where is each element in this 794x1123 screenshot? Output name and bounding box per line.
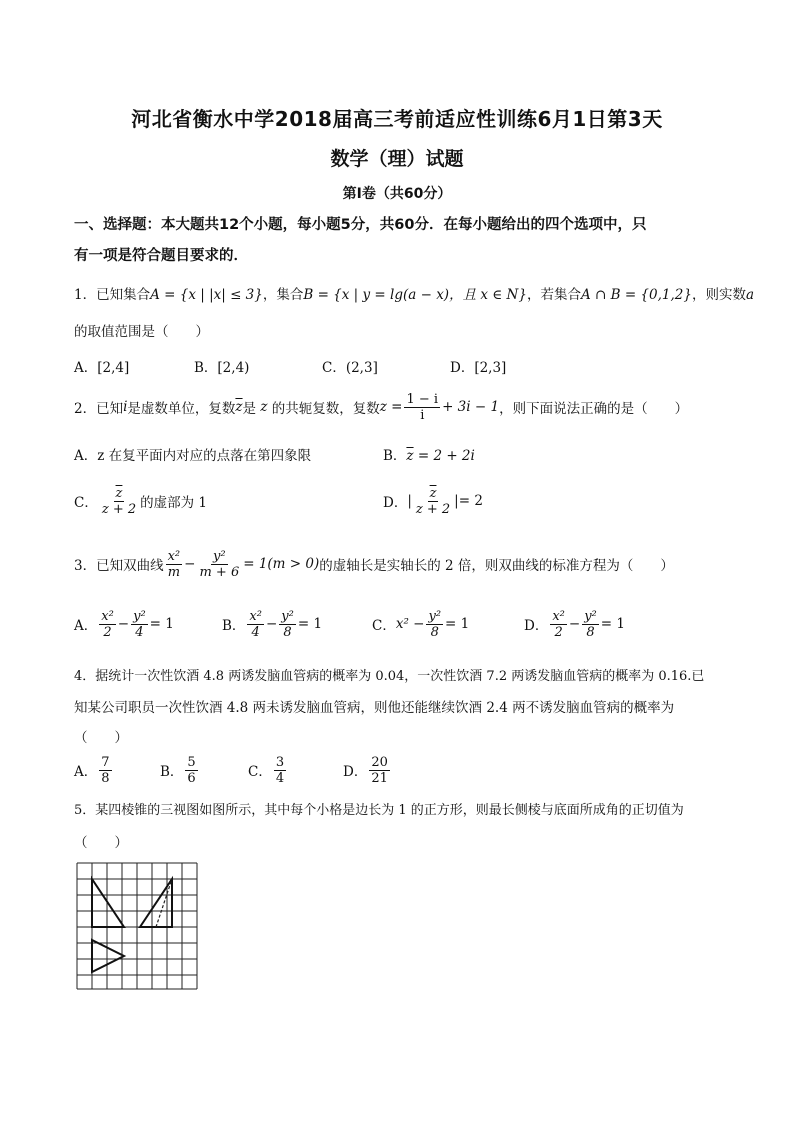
- question-5-line1: 5．某四棱锥的三视图如图所示，其中每个小格是边长为 1 的正方形，则最长侧棱与底面所成角的正切值为: [74, 803, 684, 818]
- q3-optb-d1: 4: [251, 624, 260, 640]
- question-4-line3: （ ）: [74, 730, 128, 746]
- q2-optc-fraction: [100, 486, 138, 517]
- q2-frac-num: 1 − i: [406, 391, 439, 407]
- section-instruction-line2: 有一项是符合题目要求的．: [74, 248, 248, 264]
- q3-optd-n1: x²: [552, 608, 565, 624]
- q3-frac1-den: m: [167, 564, 181, 580]
- q2-optd-num: $\overline{z}$: [429, 485, 437, 501]
- q2-optd-fraction: [414, 486, 452, 517]
- q4-opta-frac: [99, 755, 111, 786]
- q3-eq: = 1(m > 0): [243, 556, 320, 572]
- q2-optc-den: z + 2: [101, 501, 137, 517]
- q3-optd-frac2: [582, 609, 599, 640]
- q2-optb-rest: = 2 + 2i: [413, 448, 475, 464]
- q3-option-d[interactable]: D． $\frac{\text{x²}}{2}$ − $\frac{\text{y²}}{8}$ = 1: [524, 608, 625, 640]
- question-1-stem: [74, 283, 754, 303]
- q2-text-3: 是: [242, 401, 257, 417]
- q2-fraction: [404, 392, 440, 423]
- q4-optd-label: D．: [343, 764, 368, 780]
- q2-i: i: [123, 399, 128, 415]
- q3-optb-frac2: [279, 609, 296, 640]
- q2-optd-den: z + 2: [415, 501, 451, 517]
- q4-option-b[interactable]: [160, 750, 200, 790]
- q3-opta-rest: = 1: [149, 616, 174, 632]
- q2-optd-label: D．: [383, 495, 408, 511]
- q3-optc-frac: [426, 609, 443, 640]
- q3-optd-n2: y²: [584, 608, 597, 624]
- q3-option-a[interactable]: A． $\frac{\text{x²}}{2}$ − $\frac{\text{y²}}{4}$ = 1: [74, 608, 174, 640]
- q4-optc-frac: [274, 755, 286, 786]
- q3-minus: −: [184, 556, 196, 572]
- side-view-hidden-edge: [156, 879, 172, 927]
- q1-option-d[interactable]: D．[2,3]: [450, 360, 507, 376]
- q4-opta-label: A．: [74, 764, 98, 780]
- volume-heading: 第Ⅰ卷（共60分）: [342, 186, 452, 202]
- q2-optd-rest: |= 2: [454, 493, 483, 509]
- q3-option-c[interactable]: [372, 604, 469, 644]
- q1-text-4: ，则实数: [691, 287, 746, 303]
- q1-set-b: B = {x | y = lg(a − x)，且 x ∈ N}: [303, 287, 527, 303]
- q4-opta-num: 7: [101, 754, 110, 770]
- question-4-line1: 4．据统计一次性饮酒 4.8 两诱发脑血管病的概率为 0.04，一次性饮酒 7.2 两诱发脑血管病的概率为 0.16.已: [74, 669, 705, 684]
- q2-text-5: ，则下面说法正确的是（ ）: [499, 401, 689, 417]
- q2-optc-rest: 的虚部为 1: [140, 495, 208, 511]
- q2-zbar: $\overline{z}$: [235, 399, 243, 415]
- q2-optc-num: $\overline{z}$: [115, 485, 123, 501]
- q3-text-1: 3．已知双曲线: [74, 558, 164, 574]
- q1-option-c[interactable]: C．(2,3]: [322, 360, 378, 376]
- q4-option-c[interactable]: [248, 750, 288, 790]
- q1-option-b[interactable]: B．[2,4): [194, 360, 250, 376]
- q2-optb-zbar: $\overline{z}$: [406, 448, 414, 464]
- q4-optb-label: B．: [160, 764, 184, 780]
- question-5-line2: （ ）: [74, 835, 128, 851]
- page-subtitle: 数学（理）试题: [330, 148, 464, 170]
- q3-optd-frac1: [550, 609, 567, 640]
- page-title: 河北省衡水中学2018届高三考前适应性训练6月1日第3天: [131, 107, 663, 131]
- q2-option-a[interactable]: A．z 在复平面内对应的点落在第四象限: [74, 448, 312, 464]
- q3-text-2: 的虚轴长是实轴长的 2 倍，则双曲线的标准方程为（ ）: [319, 558, 674, 574]
- q3-optb-label: B．: [222, 618, 246, 634]
- q2-optd-bar: |: [407, 493, 412, 509]
- question-1-line2: 的取值范围是（ ）: [74, 324, 209, 340]
- q3-frac2-num: y²: [213, 548, 226, 564]
- q3-frac-2: [197, 549, 241, 580]
- q1-option-a[interactable]: A．[2,4]: [74, 360, 130, 376]
- q3-optb-n1: x²: [249, 608, 262, 624]
- q3-opta-d2: 4: [135, 624, 144, 640]
- question-2-stem: [74, 390, 688, 424]
- q4-optb-den: 6: [187, 770, 196, 786]
- q2-text-2: 是虚数单位，复数: [127, 401, 236, 417]
- q2-eq: z =: [379, 399, 403, 415]
- q2-z: z: [260, 399, 268, 415]
- q2-text-1: 2．已知: [74, 401, 124, 417]
- q3-optb-frac1: [247, 609, 264, 640]
- q4-optb-num: 5: [187, 754, 196, 770]
- q2-option-c[interactable]: [74, 482, 207, 520]
- q3-optb-d2: 8: [283, 624, 292, 640]
- q4-optd-den: 21: [371, 770, 388, 786]
- q1-text-3: ，若集合: [526, 287, 581, 303]
- front-view-triangle: [92, 879, 124, 927]
- q4-optd-frac: [369, 755, 390, 786]
- q3-optd-label: D．: [524, 618, 549, 634]
- q1-var: a: [745, 287, 755, 303]
- top-view-triangle: [92, 940, 124, 972]
- q3-frac1-num: x²: [167, 548, 181, 564]
- q3-optb-rest: = 1: [297, 616, 323, 632]
- q2-option-d[interactable]: [383, 482, 483, 520]
- q4-opta-den: 8: [101, 770, 110, 786]
- q1-text-2: ，集合: [262, 287, 304, 303]
- q2-optc-label: C．: [74, 495, 98, 511]
- q1-intersection: A ∩ B = {0,1,2}: [580, 287, 692, 303]
- q3-opta-frac2: [131, 609, 148, 640]
- q1-set-a: A = {x | |x| ≤ 3}: [150, 287, 263, 303]
- q3-optd-d1: 2: [554, 624, 563, 640]
- q3-opta-d1: 2: [103, 624, 112, 640]
- q2-optb-label: B．: [383, 448, 407, 464]
- question-3-stem: [74, 544, 674, 584]
- q3-opta-n1: x²: [101, 608, 114, 624]
- q3-optc-d2: 8: [430, 624, 439, 640]
- q4-option-d[interactable]: [343, 750, 392, 790]
- q3-frac2-den: m + 6: [199, 564, 240, 580]
- q2-text-4: 的共轭复数，复数: [271, 401, 380, 417]
- q4-optc-den: 4: [275, 770, 285, 786]
- q3-optb-n2: y²: [281, 608, 294, 624]
- q3-optc-label: C．: [372, 618, 396, 634]
- q3-optc-n2: y²: [428, 608, 442, 624]
- section-instruction-line1: 一、选择题：本大题共12个小题，每小题5分，共60分．在每小题给出的四个选项中，只: [74, 217, 647, 233]
- q2-tail: + 3i − 1: [442, 399, 500, 415]
- q3-optc-pre: x² −: [395, 616, 425, 632]
- q4-optb-frac: [185, 755, 197, 786]
- q3-opta-label: A．: [74, 618, 98, 634]
- q3-frac-1: [166, 549, 183, 580]
- three-view-figure: [74, 860, 202, 992]
- q1-text-1: 1．已知集合: [74, 287, 151, 303]
- q4-option-a[interactable]: [74, 750, 114, 790]
- q3-opta-n2: y²: [133, 608, 146, 624]
- q3-opta-frac1: [99, 609, 116, 640]
- q4-optc-label: C．: [248, 764, 272, 780]
- q4-optd-num: 20: [371, 754, 388, 770]
- q4-optc-num: 3: [275, 754, 285, 770]
- q2-frac-den: i: [420, 407, 425, 423]
- q3-optd-d2: 8: [586, 624, 595, 640]
- q3-optc-rest: = 1: [445, 616, 470, 632]
- q3-optd-rest: = 1: [600, 616, 625, 632]
- q3-option-b[interactable]: B． $\frac{\text{x²}}{4}$ − $\frac{\text{y²}}{8}$ = 1: [222, 608, 323, 640]
- q2-option-b[interactable]: [383, 444, 475, 464]
- question-4-line2: 知某公司职员一次性饮酒 4.8 两未诱发脑血管病，则他还能继续饮酒 2.4 两不诱发脑血管病的概率为: [74, 700, 675, 716]
